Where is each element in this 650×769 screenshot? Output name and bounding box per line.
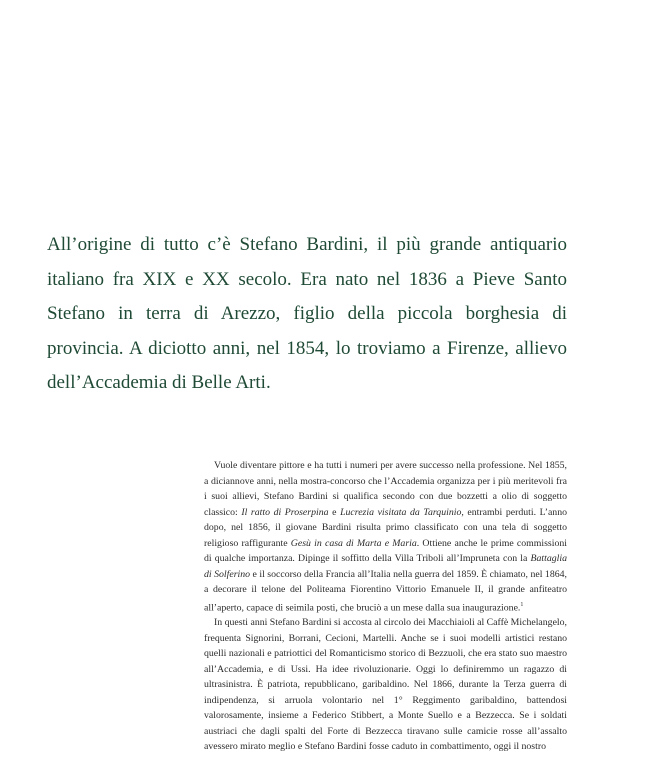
p1-text-e: e il soccorso della Francia all’Italia nella guerra del 1859. È chiamato, nel 1864, a decorare il telone del Politeama Fiorentino Vittorio Emanuele II, il grande anfiteatro all’aperto, capace di seimila posti, che bruciò a un mese dalla sua inaugurazione.: [204, 568, 567, 613]
title-gesu-in-casa: Gesù in casa di Marta e Maria: [290, 537, 417, 549]
title-ratto-di-proserpina: Il ratto di Proserpina: [241, 506, 329, 518]
body-paragraph-2: In questi anni Stefano Bardini si accosta al circolo dei Macchiaioli al Caffè Michelangelo, frequenta Signorini, Borrani, Cecioni, Martelli. Anche se i suoi modelli artistici restano quelli nazionali e patriottici del Romanticismo storico di Bezzuoli, che era stato suo maestro all’Accademia, e di Ussi. Ha idee rivoluzionarie. Oggi lo definiremmo un ragazzo di ultrasinistra. È patriota, repubblicano, garibaldino. Nel 1866, durante la Terza guerra di indipendenza, si arruola volontario nel 1° Reggimento garibaldino, battendosi valorosamente, insieme a Federico Stibbert, a Monte Suello e a Bezzecca. Se i soldati austriaci che dagli spalti del Forte di Bezzecca tiravano sulle camicie rosse all’assalto avessero mirato meglio e Stefano Bardini fosse caduto in combattimento, oggi il nostro: [204, 617, 567, 753]
title-battaglia-di-solferino: Battaglia di Solferino: [204, 553, 567, 580]
p1-text-b: e: [328, 506, 341, 518]
footnote-marker: 1: [520, 601, 524, 608]
intro-paragraph: All’origine di tutto c’è Stefano Bardini, il più grande antiquario italiano fra XIX e XX secolo. Era nato nel 1836 a Pieve Santo Stefano in terra di Arezzo, figlio della piccola borghesia di provincia. A diciotto anni, nel 1854, lo troviamo a Firenze, allievo dell’Accademia di Belle Arti.: [47, 234, 567, 394]
p1-text-d: . Ottiene anche le prime commissioni di qualche importanza. Dipinge il soffitto della Villa Triboli all’Impruneta con la: [204, 537, 567, 564]
body-paragraph-1: [204, 458, 567, 615]
title-lucrezia: Lucrezia visitata da Tarquinio: [340, 506, 462, 518]
p1-text-c: , entrambi perduti. L’anno dopo, nel 1856, il giovane Bardini risulta primo classificato con una tela di soggetto religioso raffigurante: [204, 506, 568, 549]
body-text-column: [204, 458, 567, 755]
p1-text-a: Vuole diventare pittore e ha tutti i numeri per avere successo nella professione. Nel 1855, a diciannove anni, nella mostra-concorso che l’Accademia organizza per i più meritevoli fra i suoi allievi, Stefano Bardini si qualifica secondo con due bozzetti a olio di soggetto classico:: [204, 460, 567, 518]
